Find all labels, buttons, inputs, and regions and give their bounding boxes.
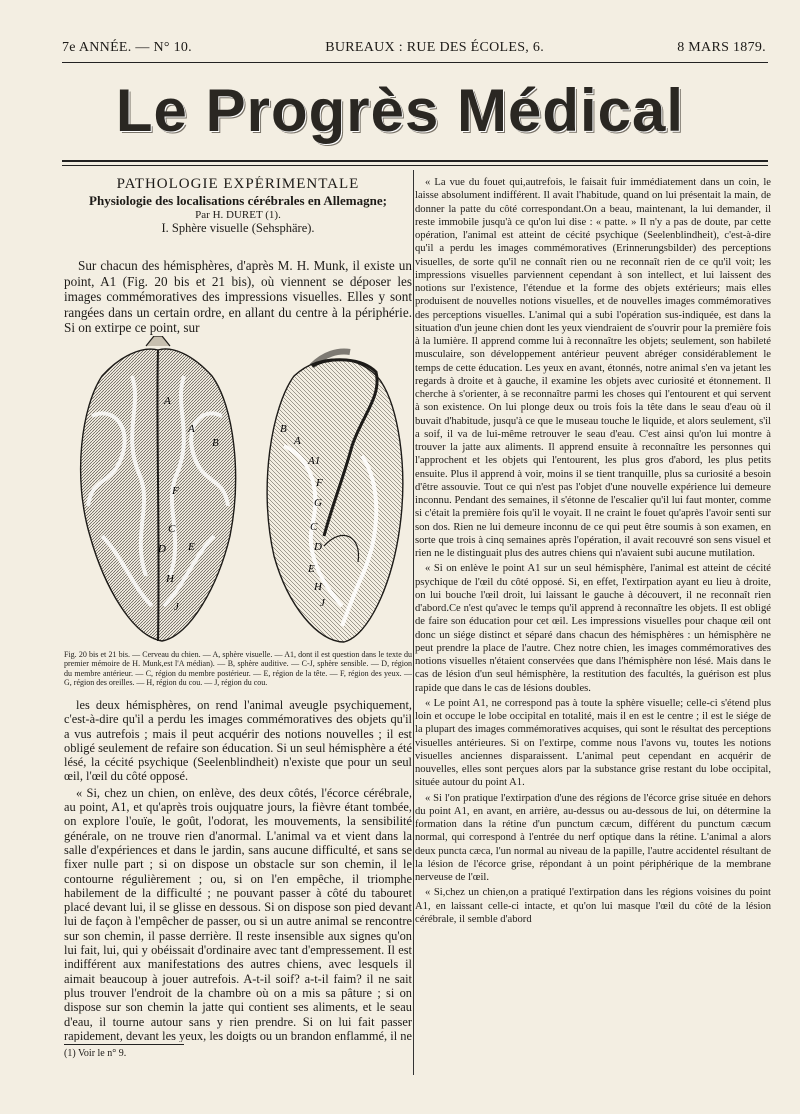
article-subtitle: I. Sphère visuelle (Sehsphäre). <box>161 221 315 235</box>
title-rule-top <box>62 160 768 162</box>
intro-text: Sur chacun des hémisphères, d'après M. H. Munk, il existe un point, A1 (Fig. 20 bis et 21 bis), où viennent se déposer les images commémoratives des impressions visuelles. Elles y sont rangées dans un certain ordre, en allant du centre à la périphérie. Si on extirpe ce point, sur <box>64 258 412 336</box>
figure-label: H <box>314 581 322 593</box>
article-author: Par H. DURET (1). <box>195 209 281 221</box>
footnote-rule <box>64 1044 184 1045</box>
masthead-rule <box>62 62 768 63</box>
right-paragraph: « Si on enlève le point A1 sur un seul hémisphère, l'animal est atteint de cécité psychique de l'œil du côté opposé. Si, en effet, l'extirpation ayant eu lieu à droite, on lui bouche l'œil droit, lui laissant le gauche à découvert, il ne reconnaît rien d'abord.Ce n'est qu'avec le temps qu'il apprend à reconnaître les objets. Il est obligé de faire son éducation pour cet œil. Les impressions visuelles pour chaque œil ont donc un siége distinct et séparé dans chacun des hémisphères : un hémisphère ne peut prendre la place de l'autre. Chez notre chien, les images commémoratives des notions visuelles n'étaient conservées que dans l'hémisphère non lésé. Mais dans le cas de lésion d'un seul hémisphère, la restitution des facultés, la guérison est plus rapide que dans le cas de lésions doubles. <box>415 563 771 694</box>
brain-top-view <box>81 336 236 641</box>
figure-label: D <box>158 543 166 555</box>
figure-caption-block <box>64 650 412 696</box>
right-paragraph: « La vue du fouet qui,autrefois, le faisait fuir immédiatement dans un coin, le laisse absolument indifférent. Il avait l'habitude, quand on lui présentait la main, de donner la patte du côté correspondant.On a beau, maintenant, la lui demander, il reste immobile jusqu'à ce qu'on lui dise : « patte. » Il n'y a pas de doute, par cette opération, l'animal est atteint de cécité psychique (Seelenblindheit), c'est-à-dire qu'il a perdu les images commémoratives (Erinnerungsbilder) des perceptions visuelles, de sorte qu'il ne connaît rien ou ne reconnaît rien de ce qu'il voit; les impressions visuelles parviennent cependant à son intellect, et lui laissent des notions sur l'existence, l'étendue et la forme des objets extérieurs; mais elles produisent de nouvelles notions visuelles, et de nouvelles images commémoratives des perceptions visuelles. L'animal qui a subi l'opération sus-indiquée, est dans la situation d'un jeune chien dont les yeux viendraient de s'ouvrir pour la première fois à la lumière. Il apprend comme lui à reconnaître les objets; seulement, son habileté musculaire, son développement antérieur peuvent abréger considérablement le temps de cette éducation. Les yeux en avant, étonnés, notre animal s'en va jetant les regards à droite et à gauche, il examine les objets avec curiosité et étonnement. Il cherche à s'orienter, à se reconnaître parmi les choses qui l'entourent et qui servent à son existence. On lui plonge deux ou trois fois la tête dans le seau d'eau où il buvait d'habitude, jusqu'à ce que le museau touche le liquide, et alors seulement, s'il a soif, il va de lui-même retrouver le seau d'eau. C'est ainsi qu'on lui montre à trouver la jatte aux aliments. Il apprend ensuite à reconnaître les personnes qui l'approchent et les objets qui l'entourent, les plus gros d'abord, les plus petits ensuite. Plus il apprend à voir, moins il se tient tranquille, plus sa curiosité a besoin d'être assouvie. Tout ce qui n'est pas l'objet d'une nouvelle expérience lui demeure inconnu. Pendant des semaines, il s'étonne de l'escalier qu'il lui faut monter, comme si c'était la première fois qu'il le voyait. Il ne craint le fouet qu'après l'avoir senti sur son dos. Rien ne lui demeure inconnu de ce qui peut être soumis à son examen, en sorte que trois à cinq semaines après l'opération, il avait recouvré son sens visuel et rien ne le distinguait plus des autres chiens qui n'avaient subi aucune mutilation. <box>415 177 771 559</box>
figure-label: A <box>164 395 171 407</box>
figure-label: A <box>294 435 301 447</box>
article-heading <box>64 176 412 252</box>
figure-caption: Fig. 20 bis et 21 bis. — Cerveau du chien. — A, sphère visuelle. — A1, dont il est question dans le texte du premier mémoire de H. Munk,est l'A médian). — B, sphère auditive. — C-J, sphère sensible. — D, région du membre antérieur. — C, région du membre postérieur. — E, région de la tête. — F, région des yeux. — G, région des oreilles. — H, région du cou. — J, région du cou. <box>64 650 412 687</box>
figure-label: B <box>280 423 287 435</box>
right-column-body <box>415 176 771 1080</box>
right-paragraph: « Le point A1, ne correspond pas à toute la sphère visuelle; celle-ci s'étend plus loin et occupe le lobe occipital en totalité, mais il en est le centre ; il est le siége de la plupart des images commémoratives acquises, qui sont le résultat des perceptions visuelles antérieures. Si on l'extirpe, comme nous l'avons vu, toutes les notions visuelles anciennes disparaissent. L'animal peut cependant en acquérir de nouvelles, elles sont perçues alors par la substance grise restant du lobe occipital, située autour du point A1. <box>415 697 771 789</box>
figure-label: A <box>188 423 195 435</box>
brain-side-view <box>267 352 403 642</box>
figure-label: F <box>172 485 179 497</box>
figure-label: G <box>314 497 322 509</box>
figure-label: J <box>320 597 325 609</box>
right-paragraph: « Si,chez un chien,on a pratiqué l'extirpation dans les régions voisines du point A1, en laissant celle-ci intacte, et qu'on lui masque l'œil du côté de la lésion cérébrale, il semble d'abord <box>415 887 771 925</box>
intro-paragraph <box>64 258 412 336</box>
title-rule-bottom <box>62 165 768 166</box>
figure-label: E <box>188 541 195 553</box>
figure-label: F <box>316 477 323 489</box>
footnote: (1) Voir le n° 9. <box>64 1048 127 1059</box>
right-paragraph: « Si l'on pratique l'extirpation d'une des régions de l'écorce grise située en dehors du point A1, en avant, en arrière, au-dessus ou au-dessous de lui, on détermine la formation dans la rétine d'un punctum cæcum, différent du punctum cæcum normal, qui correspond à l'entrée du nerf optique dans la rétine. L'animal a alors deux puncta cæca, l'un normal au niveau de la papille, l'autre accidentel résultant de la lésion de l'écorce grise, répondant à un point périphérique de la membrane nerveuse de l'œil. <box>415 792 771 883</box>
office-address: BUREAUX : RUE DES ÉCOLES, 6. <box>325 40 544 55</box>
figure-label: D <box>314 541 322 553</box>
left-paragraph: les deux hémisphères, on rend l'animal aveugle psychiquement, c'est-à-dire qu'il a perdu les images commémoratives des objets qu'il a vus autrefois ; mais il peut acquérir des notions nouvelles ; il est obligé seulement de refaire son éducation. Si un seul hémisphère a été lésé, la cécité psychique (Seelenblindheit) n'existe que pour un seul œil, l'œil du côté opposé. <box>64 698 412 784</box>
figure-label: B <box>212 437 219 449</box>
issue-date: 8 MARS 1879. <box>677 40 766 55</box>
figure-label: C <box>168 523 176 535</box>
brain-figure <box>62 336 414 648</box>
masthead <box>62 40 766 62</box>
figure-label: E <box>308 563 315 575</box>
figure-label: J <box>174 601 179 613</box>
left-column-body <box>64 698 412 1042</box>
issue-number: 7e ANNÉE. — N° 10. <box>62 40 192 55</box>
figure-label: H <box>166 573 174 585</box>
figure-label: C <box>310 521 318 533</box>
article-title: Physiologie des localisations cérébrales en Allemagne; <box>89 193 387 208</box>
figure-label: A1 <box>308 455 321 467</box>
journal-title: Le Progrès Médical <box>115 77 685 144</box>
section-rubric: PATHOLOGIE EXPÉRIMENTALE <box>116 176 360 192</box>
left-paragraph: « Si, chez un chien, on enlève, des deux côtés, l'écorce cérébrale, au point, A1, et qu'après trois oujquatre jours, la fièvre étant tombée, on explore l'ouïe, le goût, l'odorat, les mouvements, la sensibilité générale, on ne trouve rien d'anormal. L'animal va et vient dans la salle d'expériences et dans le jardin, sans aucune difficulté, et sans se fixer nulle part ; si on dispose un obstacle sur son chemin, il le contourne régulièrement ; ou, si on l'en empêche, il triomphe habilement de la difficulté ; ne pouvant passer à côté du tabouret placé devant lui, il se glisse en dessous. Si on dispose son pied devant lui de façon à l'empêcher de passer, ou si un autre animal se rencontre sur son chemin, il passe derrière. Il reste insensible aux signes qu'on lui fait, lui, qui y obéissait d'ordinaire avec tant d'empressement. Il est indifférent aux manifestations des autres chiens, avec lesquels il aimait beaucoup à jouer autrefois. A-t-il soif? a-t-il faim? il ne sait plus trouver l'endroit de la chambre où on a mis sa pâture ; si on dispose sur son chemin la jatte qui contient ses aliments, et le seau d'eau, il tourne autour sans y rien prendre. Si on lui fait passer rapidement, devant les yeux, les doigts ou un brandon enflammé, il ne <box>64 785 412 1042</box>
